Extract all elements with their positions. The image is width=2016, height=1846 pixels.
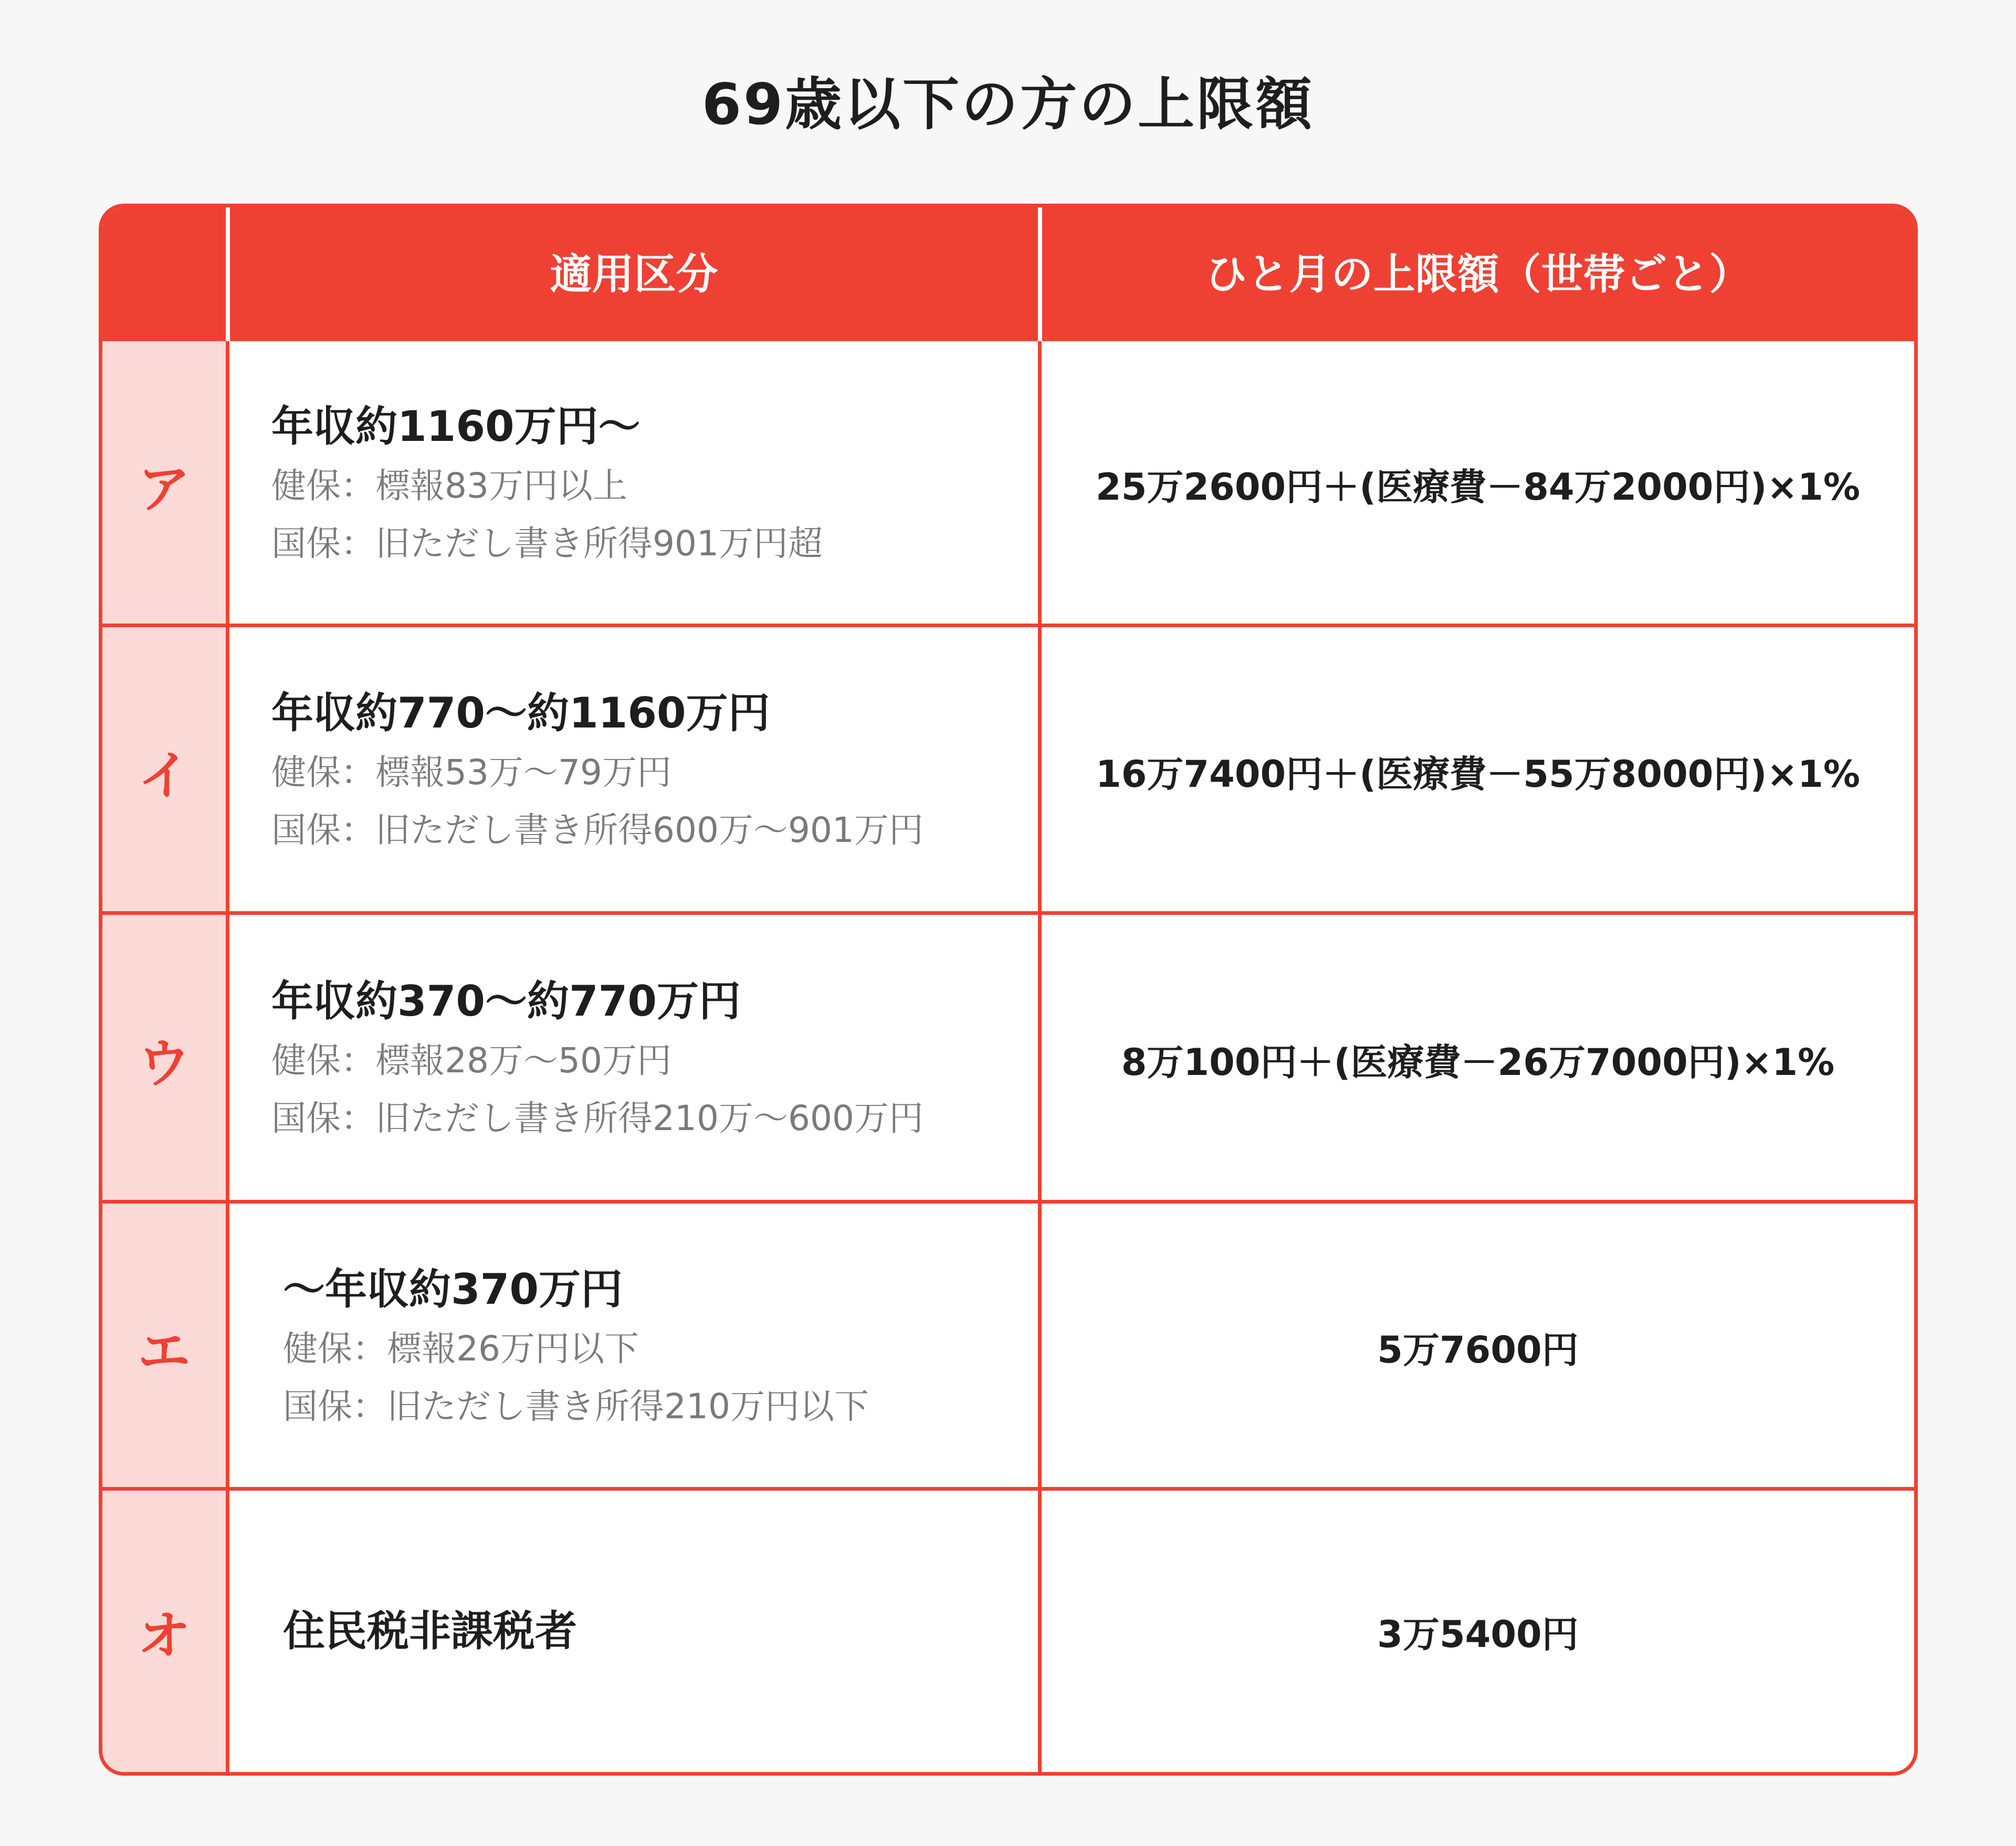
- divider: [226, 915, 229, 1204]
- table-header: [102, 207, 1914, 341]
- table-row: [102, 1204, 1914, 1491]
- limit-cell: 5万7600円: [1377, 1328, 1579, 1372]
- divider: [226, 341, 229, 627]
- category-cell: [229, 627, 1038, 915]
- category-cell: [229, 1204, 1038, 1491]
- limit-cell: 3万5400円: [1377, 1612, 1579, 1656]
- header-divider: [1038, 207, 1042, 341]
- category-income: 年収約1160万円～: [271, 402, 640, 451]
- divider: [1038, 341, 1042, 627]
- table-row: [102, 627, 1914, 915]
- limit-cell: 16万7400円＋(医療費－55万8000円)×1%: [1096, 752, 1860, 796]
- divider: [1038, 915, 1042, 1204]
- category-kenpo: 健保：標報28万～50万円: [271, 1040, 671, 1081]
- row-letter: エ: [102, 1204, 226, 1491]
- divider: [1038, 627, 1042, 915]
- category-income: 年収約770～約1160万円: [271, 689, 770, 737]
- row-divider: [102, 1487, 1914, 1491]
- category-cell: [229, 915, 1038, 1204]
- category-kokuho: 国保：旧ただし書き所得210万～600万円: [271, 1098, 923, 1138]
- row-divider: [102, 911, 1914, 915]
- category-kenpo: 健保：標報26万円以下: [283, 1328, 639, 1369]
- category-kokuho: 国保：旧ただし書き所得901万円超: [271, 523, 823, 564]
- category-cell: [229, 341, 1038, 627]
- category-cell: [229, 1491, 1038, 1772]
- divider: [1038, 1491, 1042, 1772]
- row-letter: オ: [102, 1491, 226, 1772]
- table-row: [102, 341, 1914, 627]
- table-row: [102, 915, 1914, 1204]
- divider: [226, 1204, 229, 1491]
- divider: [226, 1491, 229, 1772]
- header-letter-cell: [102, 207, 226, 341]
- category-kenpo: 健保：標報83万円以上: [271, 465, 627, 506]
- limit-table: [99, 204, 1918, 1776]
- row-divider: [102, 1200, 1914, 1204]
- category-income: 住民税非課税者: [283, 1607, 577, 1655]
- divider: [1038, 1204, 1042, 1491]
- row-divider: [102, 624, 1914, 627]
- category-income: 年収約370～約770万円: [271, 977, 741, 1026]
- category-income: ～年収約370万円: [283, 1264, 623, 1314]
- limit-cell: 8万100円＋(医療費－26万7000円)×1%: [1121, 1040, 1835, 1084]
- divider: [226, 627, 229, 915]
- header-divider: [226, 207, 230, 341]
- category-kokuho: 国保：旧ただし書き所得600万～901万円: [271, 810, 923, 850]
- table-row: [102, 1491, 1914, 1772]
- category-kokuho: 国保：旧ただし書き所得210万円以下: [283, 1386, 869, 1427]
- header-limit: ひと月の上限額（世帯ごと）: [1205, 250, 1751, 299]
- row-letter: ウ: [102, 915, 226, 1204]
- row-letter: ア: [102, 341, 226, 627]
- limit-cell: 25万2600円＋(医療費－84万2000円)×1%: [1096, 466, 1860, 509]
- page-title: 69歳以下の方の上限額: [701, 72, 1315, 138]
- category-kenpo: 健保：標報53万～79万円: [271, 752, 671, 793]
- row-letter: イ: [102, 627, 226, 915]
- header-category: 適用区分: [550, 250, 718, 299]
